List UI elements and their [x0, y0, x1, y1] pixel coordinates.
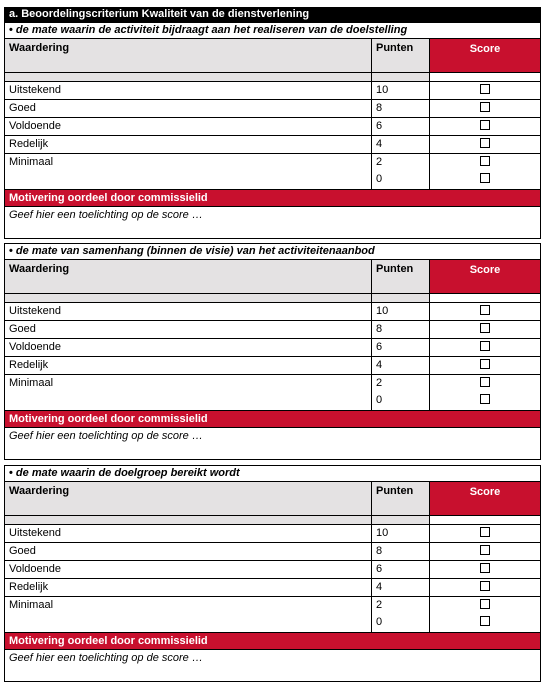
rating-label: Minimaal: [5, 597, 372, 632]
col-waardering: Waardering: [5, 260, 372, 293]
criterion-block-2: [4, 243, 541, 460]
col-score: Score: [430, 482, 540, 515]
table-row: [5, 543, 540, 561]
rating-label: Uitstekend: [5, 525, 372, 542]
motivation-heading: Motivering oordeel door commissielid: [5, 190, 540, 207]
rating-points: 2: [376, 599, 383, 611]
rating-label: Minimaal: [5, 154, 372, 189]
score-checkbox[interactable]: [480, 102, 490, 112]
rating-label: Voldoende: [5, 561, 372, 578]
score-checkbox[interactable]: [480, 545, 490, 555]
criterion-block-1: [4, 22, 541, 239]
table-row: [5, 154, 540, 190]
rating-points: 2: [376, 156, 383, 168]
table-row: [5, 525, 540, 543]
bullet: •: [9, 24, 13, 36]
criterion-block-3: [4, 465, 541, 682]
rating-points: 6: [372, 561, 430, 578]
score-checkbox[interactable]: [480, 173, 490, 183]
rating-points: 4: [372, 579, 430, 596]
rating-points: 8: [372, 543, 430, 560]
score-checkbox[interactable]: [480, 599, 490, 609]
score-checkbox[interactable]: [480, 563, 490, 573]
table-row: [5, 597, 540, 633]
rating-points: 6: [372, 339, 430, 356]
rating-label: Goed: [5, 321, 372, 338]
rating-points: 4: [372, 136, 430, 153]
bullet: •: [9, 467, 13, 479]
table-row: [5, 339, 540, 357]
rating-label: Uitstekend: [5, 82, 372, 99]
score-checkbox[interactable]: [480, 156, 490, 166]
col-waardering: Waardering: [5, 39, 372, 72]
criterion-text: de mate waarin de activiteit bijdraagt aan het realiseren van de doelstelling: [15, 24, 408, 36]
col-score: Score: [430, 260, 540, 293]
rating-points: 0: [376, 394, 383, 406]
rating-points: 2: [376, 377, 383, 389]
rating-points: 0: [376, 173, 383, 185]
table-row: [5, 118, 540, 136]
rating-label: Redelijk: [5, 579, 372, 596]
rating-points: 10: [372, 303, 430, 320]
section-title: a. Beoordelingscriterium Kwaliteit van de dienstverlening: [4, 7, 541, 22]
score-checkbox[interactable]: [480, 341, 490, 351]
rating-label: Minimaal: [5, 375, 372, 410]
col-punten: Punten: [372, 260, 430, 293]
rating-points: 4: [372, 357, 430, 374]
table-row: [5, 375, 540, 411]
spacer-row: [5, 516, 540, 525]
score-checkbox[interactable]: [480, 323, 490, 333]
table-header-row: [5, 39, 540, 73]
score-checkbox[interactable]: [480, 84, 490, 94]
explanation-field[interactable]: Geef hier een toelichting op de score …: [9, 652, 203, 664]
score-checkbox[interactable]: [480, 138, 490, 148]
bullet: •: [9, 245, 13, 257]
rating-label: Voldoende: [5, 339, 372, 356]
table-row: [5, 561, 540, 579]
score-checkbox[interactable]: [480, 394, 490, 404]
score-checkbox[interactable]: [480, 377, 490, 387]
rating-points: 0: [376, 616, 383, 628]
spacer-row: [5, 294, 540, 303]
rating-points: 8: [372, 100, 430, 117]
rating-label: Goed: [5, 543, 372, 560]
criterion-text: de mate van samenhang (binnen de visie) van het activiteitenaanbod: [15, 245, 375, 257]
col-punten: Punten: [372, 482, 430, 515]
criterion-text: de mate waarin de doelgroep bereikt wordt: [15, 467, 240, 479]
table-row: [5, 136, 540, 154]
table-row: [5, 303, 540, 321]
col-score: Score: [430, 39, 540, 72]
criterion-heading: [5, 23, 540, 39]
score-checkbox[interactable]: [480, 527, 490, 537]
rating-points: 10: [372, 525, 430, 542]
rating-label: Uitstekend: [5, 303, 372, 320]
score-checkbox[interactable]: [480, 581, 490, 591]
motivation-heading: Motivering oordeel door commissielid: [5, 633, 540, 650]
rating-label: Redelijk: [5, 357, 372, 374]
col-punten: Punten: [372, 39, 430, 72]
score-checkbox[interactable]: [480, 305, 490, 315]
spacer-row: [5, 73, 540, 82]
rating-label: Voldoende: [5, 118, 372, 135]
rating-label: Redelijk: [5, 136, 372, 153]
explanation-field[interactable]: Geef hier een toelichting op de score …: [9, 430, 203, 442]
table-row: [5, 357, 540, 375]
explanation-field[interactable]: Geef hier een toelichting op de score …: [9, 209, 203, 221]
table-header-row: [5, 482, 540, 516]
rating-label: Goed: [5, 100, 372, 117]
rating-points: 6: [372, 118, 430, 135]
rating-points: 10: [372, 82, 430, 99]
table-row: [5, 579, 540, 597]
score-checkbox[interactable]: [480, 120, 490, 130]
rating-points: 8: [372, 321, 430, 338]
criterion-heading: [5, 466, 540, 482]
table-row: [5, 82, 540, 100]
table-header-row: [5, 260, 540, 294]
score-checkbox[interactable]: [480, 616, 490, 626]
criterion-heading: [5, 244, 540, 260]
table-row: [5, 100, 540, 118]
score-checkbox[interactable]: [480, 359, 490, 369]
motivation-heading: Motivering oordeel door commissielid: [5, 411, 540, 428]
table-row: [5, 321, 540, 339]
col-waardering: Waardering: [5, 482, 372, 515]
